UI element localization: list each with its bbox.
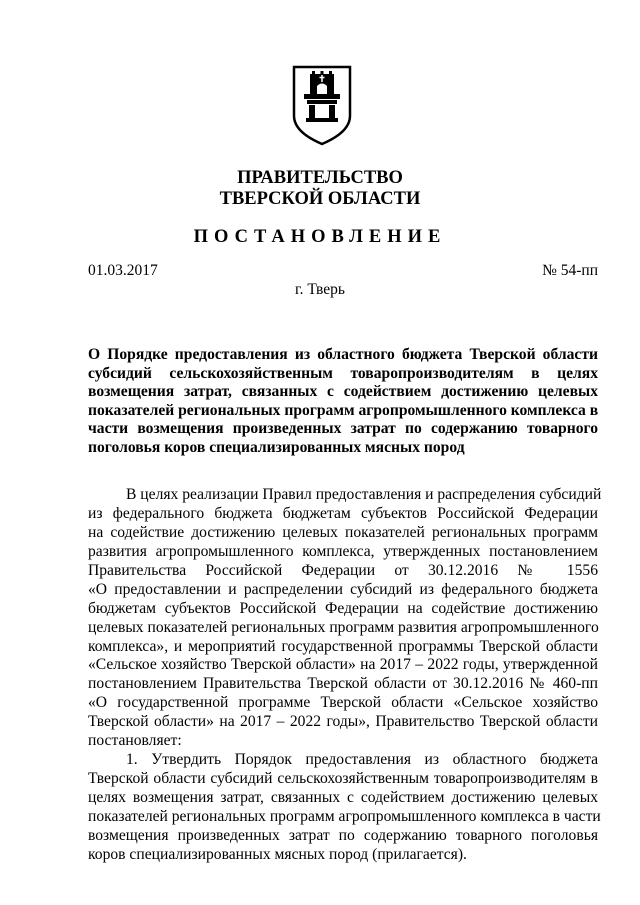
body-line: целях возмещения затрат, связанных с содействием достижению целевых — [88, 789, 598, 806]
body-line: комплекса», и мероприятий государственной программы Тверской области — [88, 637, 598, 655]
body-line: на содействие достижению целевых показателей региональных программ — [88, 523, 598, 541]
org-name-line2: ТВЕРСКОЙ ОБЛАСТИ — [219, 189, 421, 209]
body-line: постановлением Правительства Тверской области от 30.12.2016 № 460-пп — [88, 675, 598, 693]
document-date: 01.03.2017 — [88, 262, 158, 279]
body-line: «О государственной программе Тверской области «Сельское хозяйство — [88, 694, 598, 712]
title-line: части возмещения произведенных затрат по содержанию товарного — [88, 420, 598, 437]
title-line: субсидий сельскохозяйственным товаропроизводителям в целях — [88, 364, 598, 382]
body-line: целевых показателей региональных программ развития агропромышленного — [88, 618, 599, 636]
body-line: «Сельское хозяйство Тверской области» на 2017 – 2022 годы, утвержденной — [88, 656, 598, 674]
body-line: Правительства Российской Федерации от 30.12.2016 № 1556 — [88, 561, 598, 579]
title-line: возмещения затрат, связанных с содействием достижению целевых — [88, 383, 598, 400]
title-line: показателей региональных программ агропромышленного комплекса в — [88, 401, 599, 419]
body-line: Тверской области» на 2017 – 2022 годы», Правительство Тверской области — [88, 713, 598, 731]
body-line: развития агропромышленного комплекса, утвержденных постановлением — [88, 542, 598, 560]
document-type: ПОСТАНОВЛЕНИЕ — [193, 227, 447, 247]
org-name-line1: ПРАВИТЕЛЬСТВО — [237, 168, 403, 188]
body-line: Тверской области субсидий сельскохозяйственным товаропроизводителям в — [88, 770, 598, 788]
document-title — [88, 346, 598, 457]
body-line: коров специализированных мясных пород (прилагается). — [88, 845, 467, 863]
body-line: 1. Утвердить Порядок предоставления из областного бюджета — [126, 751, 598, 769]
document-city: г. Тверь — [295, 281, 345, 298]
body-line: показателей региональных программ агропромышленного комплекса в части — [88, 807, 601, 825]
document-number: № 54-пп — [542, 262, 598, 279]
body-line: «О предоставлении и распределении субсидий из федерального бюджета — [88, 580, 598, 598]
coat-of-arms-emblem — [291, 64, 353, 146]
title-line: О Порядке предоставления из областного бюджета Тверской области — [88, 346, 598, 363]
document-body — [88, 486, 602, 865]
body-line: возмещения произведенных затрат по содержанию товарного поголовья — [88, 826, 598, 844]
body-line: из федерального бюджета бюджетам субъектов Российской Федерации — [88, 504, 598, 522]
title-line: поголовья коров специализированных мясных пород — [88, 438, 465, 456]
body-line: постановляет: — [88, 732, 182, 750]
body-line: бюджетам субъектов Российской Федерации на содействие достижению — [88, 599, 598, 617]
body-line: В целях реализации Правил предоставления и распределения субсидий — [126, 486, 602, 503]
